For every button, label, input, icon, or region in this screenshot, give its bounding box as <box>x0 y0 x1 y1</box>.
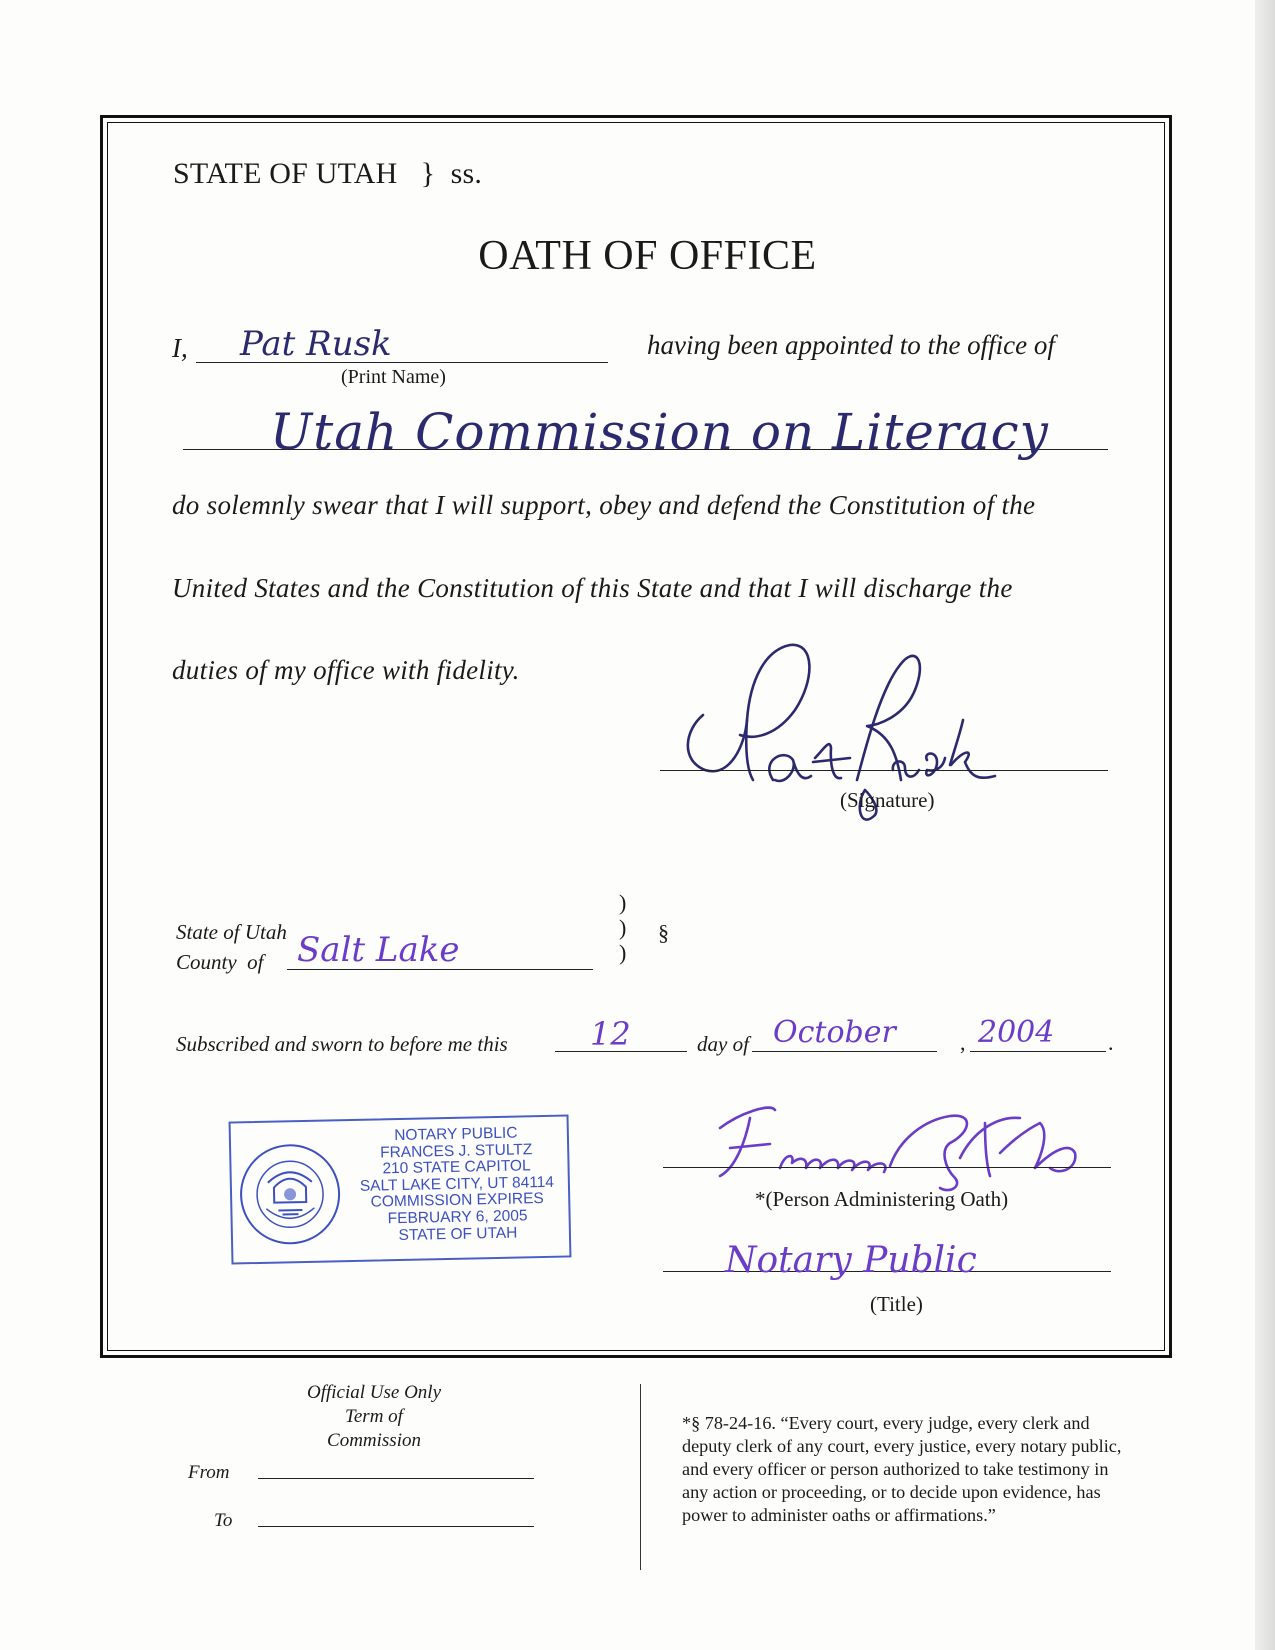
from-field[interactable] <box>258 1478 534 1479</box>
date-period: . <box>1108 1030 1114 1055</box>
print-name-caption: (Print Name) <box>341 366 446 388</box>
section-mark: § <box>658 920 669 945</box>
brace: } <box>420 157 436 190</box>
county-value[interactable]: Salt Lake <box>297 930 460 970</box>
signature-caption: (Signature) <box>840 788 935 812</box>
state-header <box>173 157 482 191</box>
ss-label: ss. <box>450 157 483 190</box>
statute-line: and every officer or person authorized to take testimony in <box>682 1459 1109 1479</box>
oath-body-line-1: do solemnly swear that I will support, obey and defend the Constitution of the <box>172 490 1036 520</box>
venue-state-label: State of Utah <box>176 920 287 944</box>
month-line <box>752 1051 937 1052</box>
paren: ) <box>619 940 627 965</box>
administrator-caption: *(Person Administering Oath) <box>755 1187 1009 1211</box>
stamp-line: STATE OF UTAH <box>398 1224 518 1244</box>
state-line: STATE OF UTAH <box>173 157 398 190</box>
office-value[interactable]: Utah Commission on Literacy <box>270 403 1049 461</box>
statute-line: any action or proceeding, or to decide upon evidence, has <box>682 1482 1101 1502</box>
statute-note <box>682 1412 1192 1527</box>
venue-county-label <box>176 950 264 975</box>
county-word: County <box>176 950 237 974</box>
to-field[interactable] <box>258 1526 534 1527</box>
official-use-block <box>300 1381 448 1453</box>
oath-body-line-2: United States and the Constitution of this State and that I will discharge the <box>172 573 1013 603</box>
administrator-line <box>663 1167 1111 1168</box>
print-name-value[interactable]: Pat Rusk <box>240 324 392 364</box>
state-seal-icon <box>237 1141 343 1247</box>
oath-body-line-3: duties of my office with fidelity. <box>172 655 520 685</box>
title-value[interactable]: Notary Public <box>725 1240 977 1281</box>
statute-line: deputy clerk of any court, every justice, every notary public, <box>682 1436 1122 1456</box>
statute-line: power to administer oaths or affirmations.” <box>682 1505 996 1525</box>
stamp-line: NOTARY PUBLIC <box>394 1124 518 1145</box>
month-value[interactable]: October <box>773 1015 896 1050</box>
from-label: From <box>188 1462 230 1483</box>
to-label: To <box>214 1510 233 1531</box>
title-caption: (Title) <box>870 1292 923 1316</box>
stamp-line: SALT LAKE CITY, UT 84114 <box>359 1173 555 1195</box>
year-line <box>970 1051 1106 1052</box>
county-of: of <box>247 950 264 974</box>
year-value[interactable]: 2004 <box>978 1015 1055 1050</box>
administrator-signature-graphic[interactable] <box>700 1098 1100 1198</box>
signature-line <box>660 770 1108 771</box>
page-title: OATH OF OFFICE <box>478 233 817 279</box>
appointed-text: having been appointed to the office of <box>647 330 1055 360</box>
footer-divider <box>640 1384 641 1570</box>
day-of-label: day of <box>697 1032 749 1056</box>
stamp-line: COMMISSION EXPIRES <box>370 1190 544 1211</box>
paren: ) <box>619 890 627 915</box>
term-of-commission-label: Term of Commission <box>327 1406 421 1451</box>
statute-line: *§ 78-24-16. “Every court, every judge, every clerk and <box>682 1413 1090 1433</box>
paren: ) <box>619 915 627 940</box>
venue-parens <box>619 890 626 965</box>
official-use-title: Official Use Only <box>306 1382 442 1403</box>
stamp-line: FEBRUARY 6, 2005 <box>387 1207 528 1228</box>
i-label: I, <box>172 333 188 363</box>
date-comma: , <box>960 1030 966 1055</box>
notary-stamp-text <box>349 1125 565 1246</box>
stamp-line: 210 STATE CAPITOL <box>382 1157 531 1178</box>
day-value[interactable]: 12 <box>590 1015 631 1053</box>
stamp-line: FRANCES J. STULTZ <box>379 1140 533 1161</box>
notary-stamp <box>229 1114 572 1264</box>
subscribed-label: Subscribed and sworn to before me this <box>176 1032 508 1056</box>
